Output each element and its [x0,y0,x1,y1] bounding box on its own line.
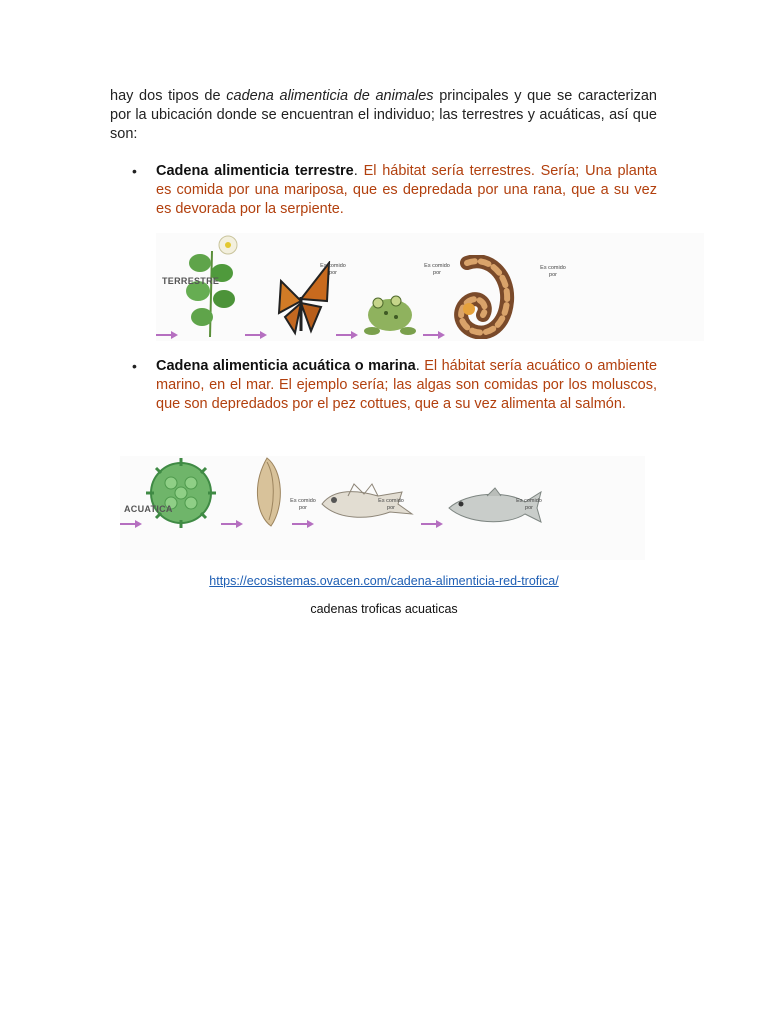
eaten-by-label: Es comido por [540,265,566,278]
arrow-icon [423,331,445,339]
arrow-icon [221,520,243,528]
bullet-title: Cadena alimenticia acuática o marina [156,358,416,374]
snake-icon [449,255,519,339]
intro-italic: cadena alimenticia de animales [226,88,434,104]
aquatic-chain-figure [120,456,645,560]
eaten-by-label: Es comido por [424,263,450,276]
arrow-icon [156,331,178,339]
terrestrial-chain-figure [156,233,704,341]
arrow-icon [336,331,358,339]
frog-icon [362,291,418,339]
figure-label: ACUATICA [124,504,173,514]
eaten-by-label: Es comido por [320,263,346,276]
figure-caption: cadenas troficas acuaticas [310,602,458,616]
bullet-dot: • [132,163,137,179]
bullet-dot: • [132,358,137,374]
bullet-text: El hábitat sería acuático o ambiente marino, en el mar. El ejemplo sería; las algas son comidas por los moluscos, que son depredados por el pez cottues, que a su vez alimenta al salmón. [156,358,658,412]
source-link[interactable] [0,574,768,588]
bullet-sep: . [415,358,425,374]
arrow-icon [421,520,443,528]
arrow-icon [292,520,314,528]
source-link-anchor[interactable]: https://ecosistemas.ovacen.com/cadena-alimenticia-red-trofica/ [209,574,559,588]
document-body [110,87,657,414]
intro-text-2: principales y que se caracterizan por la ubicación donde se encuentran el individuo; las terrestres y acuáticas, así que son: [110,88,657,142]
plant-icon [182,233,240,339]
bullet-title: Cadena alimenticia terrestre [156,163,354,179]
bullet-text: El hábitat sería terrestres. Sería; Una planta es comida por una mariposa, que es depredada por una rana, que a su vez es devorada por la serpiente. [156,163,657,217]
algae-icon [146,458,216,528]
figure-label: TERRESTRE [162,276,220,286]
intro-text-1: hay dos tipos de [110,88,227,104]
eaten-by-label: Es comido por [290,498,316,511]
intro-paragraph [110,87,657,144]
mollusc-icon [247,456,287,528]
bullet-sep: . [353,163,364,179]
bullet-terrestre [110,162,657,219]
eaten-by-label: Es comido por [516,498,542,511]
bullet-acuatica [110,357,657,414]
arrow-icon [245,331,267,339]
eaten-by-label: Es comido por [378,498,404,511]
arrow-icon [120,520,142,528]
